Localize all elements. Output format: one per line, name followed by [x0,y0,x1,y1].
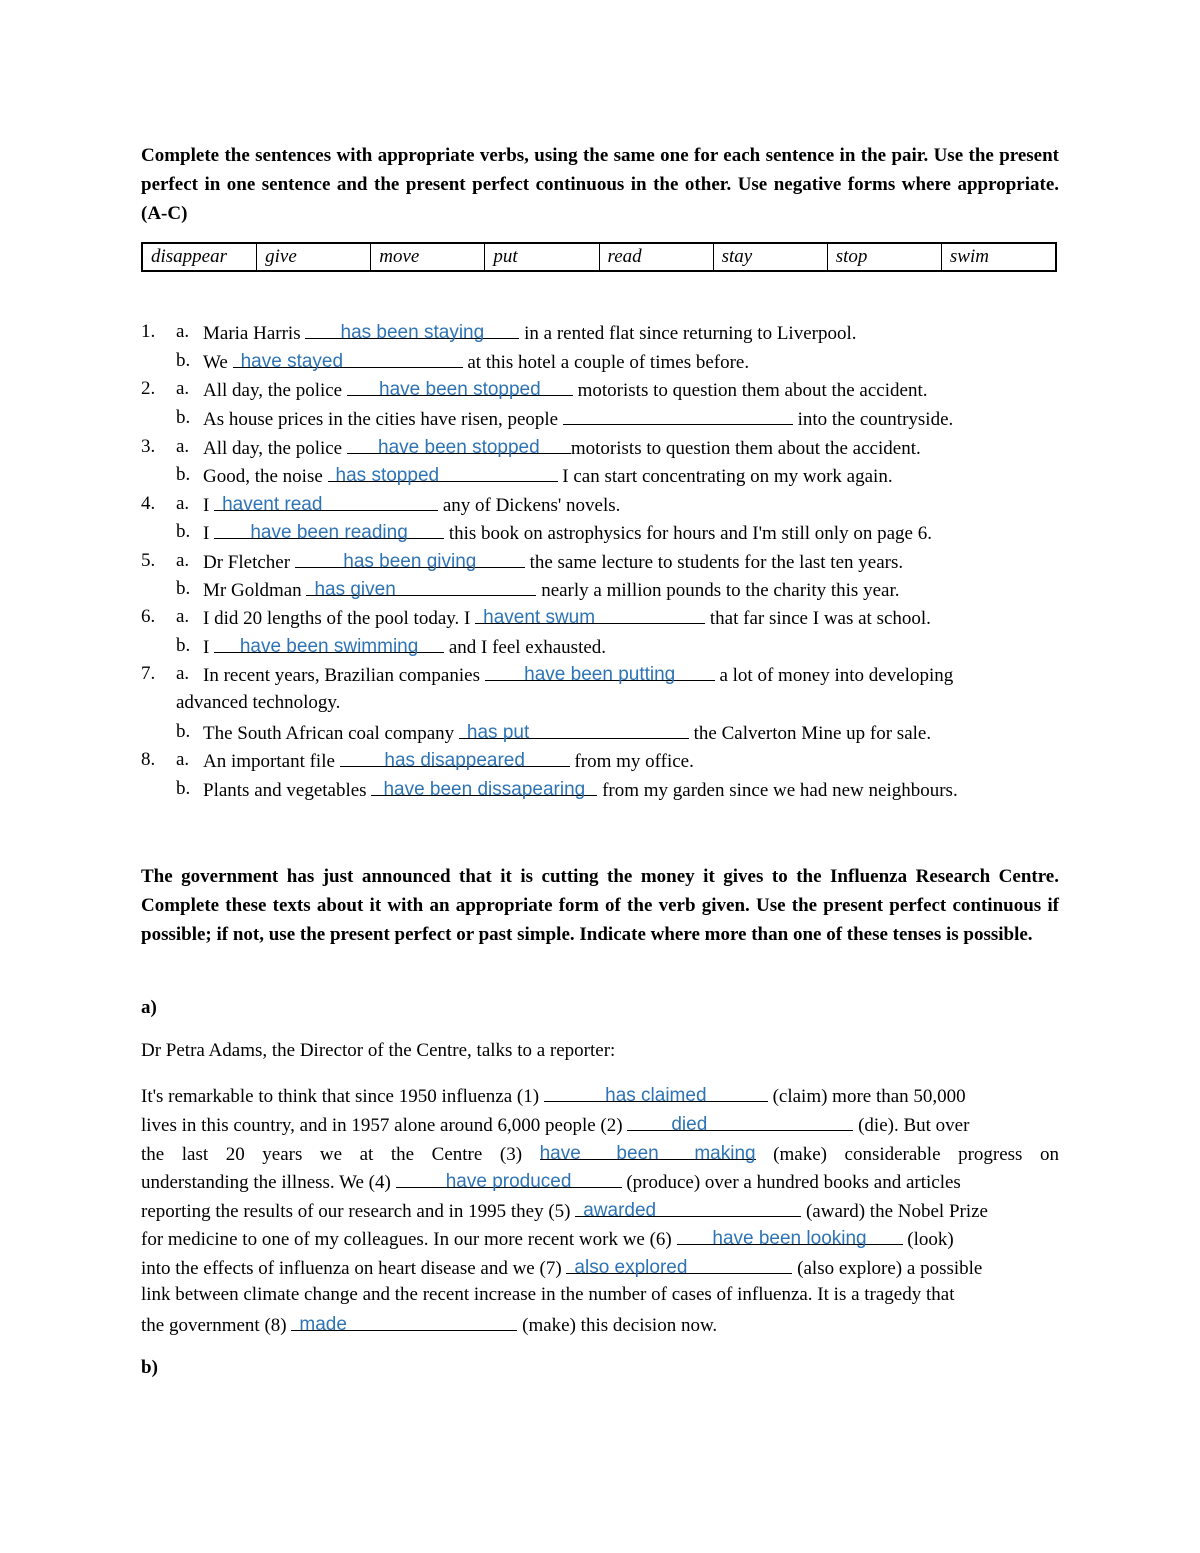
passage-line-2 [141,1109,1059,1140]
sentence-text: Mr Goldman [203,580,307,601]
item-number: 1. [141,321,156,342]
item-7b [141,717,1059,746]
answer-text: have been making [539,1143,756,1164]
passage-text: the last 20 years we at the Centre (3) [141,1144,540,1165]
item-letter: b. [176,464,191,485]
sentence-text: this book on astrophysics for hours and I'm still only on page 6. [444,523,932,544]
passage-text: the government (8) [141,1315,292,1336]
item-number: 2. [141,378,156,399]
part2-instructions: The government has just announced that it is cutting the money it gives to the Influenza Research Centre. Complete these texts about it with an appropriate form of the verb given. Use the present perfect continuous if possible; if not, use the present perfect or past simple. Indicate where more than one of these tenses is possible. [141,866,1059,945]
answer-text: has been staying [340,322,485,343]
passage-line-6 [141,1223,1059,1254]
answer-blank[interactable] [563,403,793,425]
passage-line-8 [141,1280,1059,1309]
answer-text: awarded [583,1200,657,1221]
word-cell: move [371,244,485,270]
sentence-text: I can start concentrating on my work again. [557,466,893,487]
word-cell: disappear [143,244,257,270]
answer-blank[interactable] [475,602,705,628]
item-number: 5. [141,550,156,571]
item-7a [141,659,1059,688]
item-letter: b. [176,721,191,742]
sentence-text: We [203,352,233,373]
item-2b [141,403,1059,432]
item-number: 3. [141,436,156,457]
answer-blank[interactable] [305,317,519,343]
sentence-text: I [203,523,215,544]
passage-text: (produce) over a hundred books and articles [621,1172,961,1193]
answer-blank-4[interactable] [396,1166,622,1192]
item-1b [141,346,1059,375]
item-letter: a. [176,663,190,684]
passage-line-9 [141,1309,1059,1340]
passage-text: reporting the results of our research and in 1995 they (5) [141,1201,576,1222]
sentence-text: that far since I was at school. [705,608,931,629]
passage-text: (award) the Nobel Prize [801,1201,988,1222]
item-6b [141,631,1059,660]
answer-text: has put [466,722,530,743]
sentence-text: the Calverton Mine up for sale. [688,723,932,744]
sentence-text: motorists to question them about the accident. [570,438,921,459]
word-cell: read [600,244,714,270]
passage-line-3 [141,1138,1059,1169]
sentence-text: from my office. [569,751,694,772]
answer-text: has disappeared [384,750,525,771]
passage-text: (make) this decision now. [517,1315,718,1336]
item-letter: b. [176,578,191,599]
passage-text: (make) considerable progress on [755,1144,1060,1165]
passage-text: (claim) more than 50,000 [767,1086,966,1107]
item-number: 6. [141,606,156,627]
sentence-text: I [203,637,215,658]
item-4a [141,489,1059,518]
item-letter: a. [176,493,190,514]
passage-line-4 [141,1166,1059,1197]
answer-blank[interactable] [347,374,573,400]
sentence-text: All day, the police [203,438,347,459]
passage-line-5 [141,1195,1059,1226]
answer-blank-3[interactable] [539,1138,756,1164]
item-2a [141,374,1059,403]
sentence-text: and I feel exhausted. [444,637,607,658]
sentence-text: any of Dickens' novels. [438,495,621,516]
word-cell: stay [714,244,828,270]
sentence-text: in a rented flat since returning to Liverpool. [519,323,857,344]
passage-text: link between climate change and the recent increase in the number of cases of influenza. It is a tragedy that [141,1284,955,1305]
sentence-text: I [203,495,215,516]
sentence-text: the same lecture to students for the last ten years. [524,552,904,573]
item-letter: b. [176,350,191,371]
answer-text: have been stopped [379,379,541,400]
answer-text: havent swum [483,607,596,628]
item-3a [141,432,1059,461]
passage-text: It's remarkable to think that since 1950 influenza (1) [141,1086,544,1107]
answer-text: have been looking [712,1228,867,1249]
item-letter: b. [176,778,191,799]
item-letter: a. [176,606,190,627]
sentence-text: nearly a million pounds to the charity this year. [536,580,900,601]
answer-text: has claimed [605,1085,707,1106]
word-cell: stop [828,244,942,270]
passage-line-7 [141,1252,1059,1283]
answer-text: made [299,1314,347,1335]
item-letter: a. [176,550,190,571]
passage-text: lives in this country, and in 1957 alone around 6,000 people (2) [141,1115,628,1136]
answer-text: have been swimming [239,636,419,657]
word-cell: put [485,244,599,270]
answer-blank-7[interactable] [566,1252,792,1278]
answer-blank[interactable] [347,432,571,458]
passage-line-1 [141,1080,1059,1111]
item-4b [141,517,1059,546]
answer-blank[interactable] [340,745,570,771]
item-letter: b. [176,635,191,656]
item-7a-continued [141,688,1059,717]
passage-text: into the effects of influenza on heart disease and we (7) [141,1258,567,1279]
answer-text: have been putting [524,664,676,685]
passage-text: for medicine to one of my colleagues. In our more recent work we (6) [141,1229,677,1250]
passage-text: (die). But over [853,1115,970,1136]
item-8b [141,774,1059,803]
sentence-text: advanced technology. [176,692,341,713]
item-1a [141,317,1059,346]
answer-blank-8[interactable] [291,1309,517,1335]
sentence-text: The South African coal company [203,723,459,744]
answer-blank[interactable] [233,346,463,372]
answer-text: has been giving [343,551,477,572]
answer-blank[interactable] [214,631,444,657]
answer-text: died [671,1114,708,1135]
sentence-text: motorists to question them about the accident. [572,380,928,401]
word-cell: swim [949,246,989,267]
answer-blank[interactable] [306,574,536,600]
item-letter: b. [176,407,191,428]
sentence-text: into the countryside. [792,409,954,430]
item-5b [141,574,1059,603]
item-letter: a. [176,436,190,457]
sentence-text: from my garden since we had new neighbours. [597,780,958,801]
item-letter: b. [176,521,191,542]
answer-blank[interactable] [328,460,558,486]
section-a-heading: a) [141,997,157,1018]
answer-text: also explored [574,1257,688,1278]
answer-text: have been stopped [378,437,540,458]
passage-text: (look) [902,1229,954,1250]
sentence-text: I did 20 lengths of the pool today. I [203,608,476,629]
sentence-text: All day, the police [203,380,347,401]
word-cell: give [257,244,371,270]
answer-blank[interactable] [214,517,444,543]
sentence-text: Good, the noise [203,466,328,487]
sentence-text: As house prices in the cities have risen, people [203,409,563,430]
item-8a [141,745,1059,774]
section-b-heading: b) [141,1357,158,1378]
item-letter: a. [176,749,190,770]
item-6a [141,602,1059,631]
section-a-intro: Dr Petra Adams, the Director of the Centre, talks to a reporter: [141,1040,616,1061]
sentence-text: Maria Harris [203,323,306,344]
passage-text: understanding the illness. We (4) [141,1172,396,1193]
item-number: 7. [141,663,156,684]
answer-blank[interactable] [214,489,438,515]
answer-text: has stopped [335,465,440,486]
answer-text: have produced [445,1171,572,1192]
sentence-text: Plants and vegetables [203,780,372,801]
answer-blank-1[interactable] [544,1080,768,1106]
answer-blank[interactable] [459,717,689,743]
passage-text: (also explore) a possible [792,1258,983,1279]
item-letter: a. [176,321,190,342]
sentence-text: An important file [203,751,340,772]
answer-blank[interactable] [371,774,597,800]
sentence-text: In recent years, Brazilian companies [203,665,485,686]
answer-text: have been dissapearing [383,779,586,800]
answer-text: has given [314,579,396,600]
answer-blank-5[interactable] [575,1195,801,1221]
item-5a [141,546,1059,575]
sentence-text: a lot of money into developing [714,665,954,686]
answer-text: have been reading [250,522,408,543]
answer-blank-6[interactable] [677,1223,903,1249]
answer-blank-2[interactable] [627,1109,853,1135]
sentence-text: at this hotel a couple of times before. [462,352,750,373]
answer-blank[interactable] [485,659,715,685]
item-number: 8. [141,749,156,770]
answer-text: have stayed [240,351,344,372]
answer-blank[interactable] [295,546,525,572]
item-number: 4. [141,493,156,514]
item-letter: a. [176,378,190,399]
sentence-text: Dr Fletcher [203,552,295,573]
answer-text: havent read [222,494,323,515]
part1-instructions: Complete the sentences with appropriate verbs, using the same one for each sentence in the pair. Use the present perfect in one sentence and the present perfect continuous in the other. Use negative forms where appropriate. (A-C) [141,145,1059,224]
word-box [141,242,1057,272]
item-3b [141,460,1059,489]
